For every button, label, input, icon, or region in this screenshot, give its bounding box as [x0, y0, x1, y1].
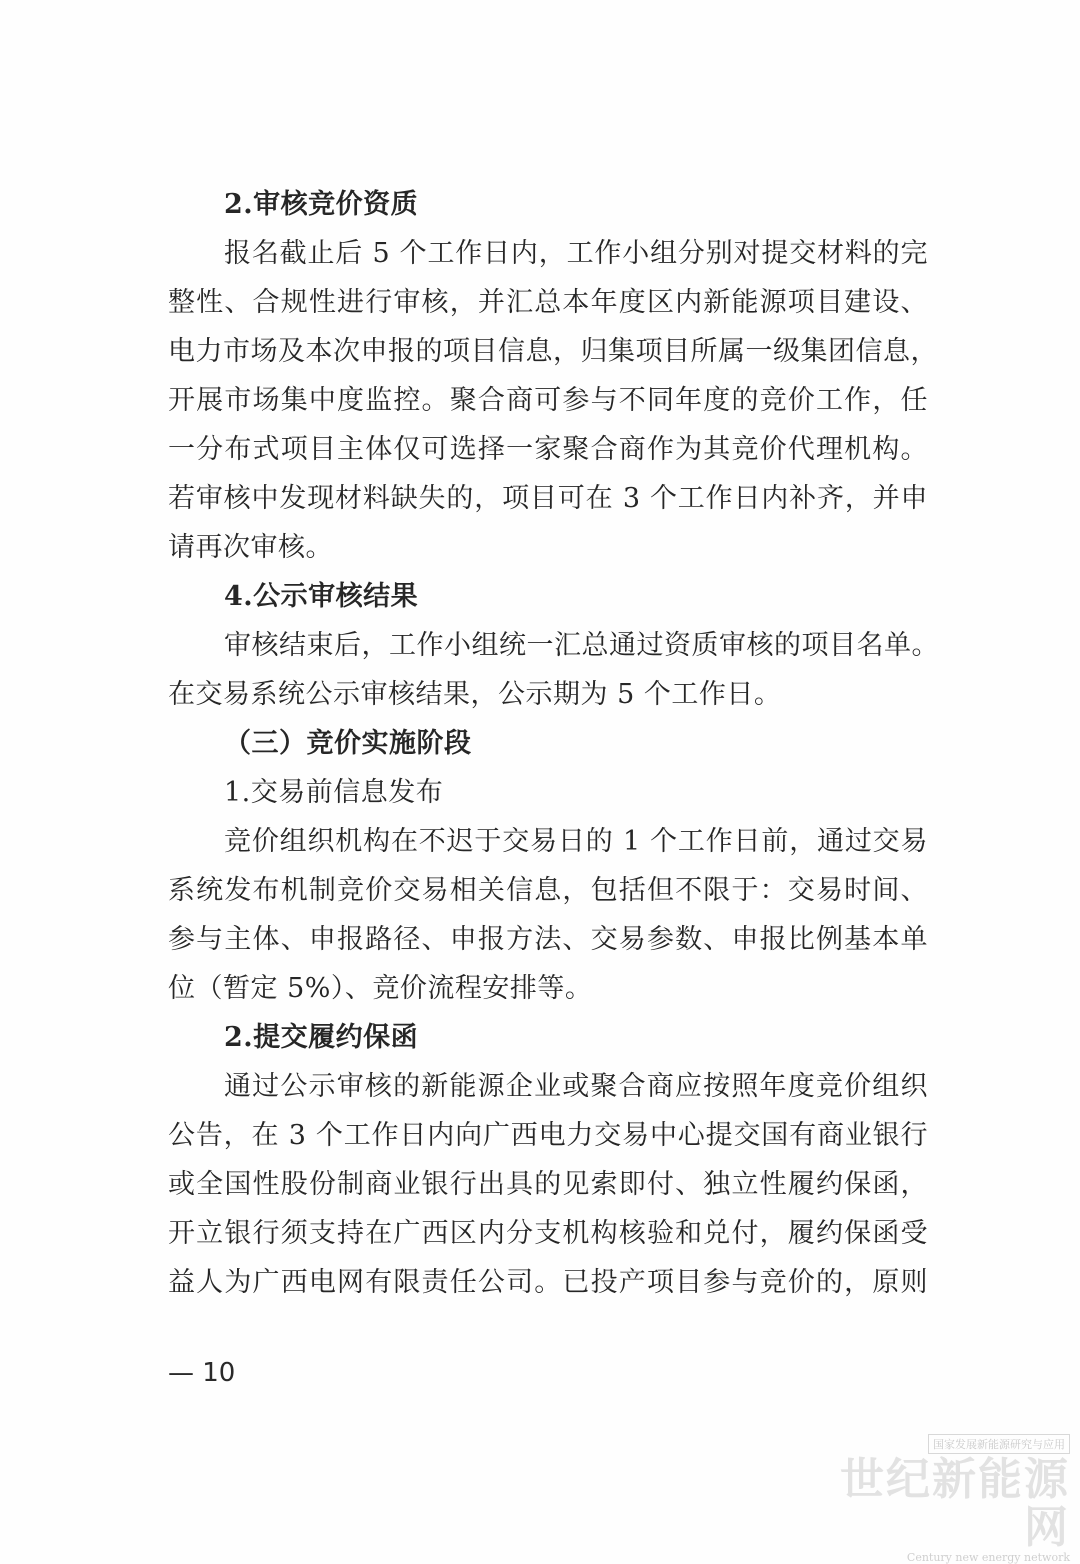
document-body — [168, 180, 939, 1307]
paragraph-line: 益人为广西电网有限责任公司。已投产项目参与竞价的，原则 — [168, 1267, 928, 1298]
watermark-logo — [840, 1433, 1070, 1564]
paragraph-line: 位（暂定 5%）、竞价流程安排等。 — [168, 973, 593, 1004]
paragraph-line: 竞价组织机构在不迟于交易日的 1 个工作日前，通过交易 — [224, 826, 928, 857]
watermark-main-text: 世纪新能源网 — [840, 1454, 1070, 1553]
watermark-sub-text: Century new energy network — [906, 1551, 1070, 1564]
section-heading-review: 2.审核竞价资质 — [224, 189, 419, 220]
paragraph-line: 电力市场及本次申报的项目信息，归集项目所属一级集团信息， — [168, 336, 938, 367]
paragraph-line: 开立银行须支持在广西区内分支机构核验和兑付，履约保函受 — [168, 1218, 928, 1249]
stage-heading: （三）竞价实施阶段 — [224, 728, 472, 759]
paragraph-line: 开展市场集中度监控。聚合商可参与不同年度的竞价工作，任 — [168, 385, 928, 416]
paragraph-line: 整性、合规性进行审核，并汇总本年度区内新能源项目建设、 — [168, 287, 928, 318]
page-number: — 10 — [168, 1358, 236, 1388]
paragraph-line: 通过公示审核的新能源企业或聚合商应按照年度竞价组织 — [224, 1071, 928, 1102]
paragraph-line: 公告，在 3 个工作日内向广西电力交易中心提交国有商业银行 — [168, 1120, 928, 1151]
paragraph-line: 一分布式项目主体仅可选择一家聚合商作为其竞价代理机构。 — [168, 434, 928, 465]
paragraph-line: 参与主体、申报路径、申报方法、交易参数、申报比例基本单 — [168, 924, 928, 955]
section-heading-guarantee: 2.提交履约保函 — [224, 1022, 419, 1053]
paragraph-line: 报名截止后 5 个工作日内，工作小组分别对提交材料的完 — [224, 238, 928, 269]
watermark-top-text: 国家发展新能源研究与应用 — [928, 1434, 1070, 1454]
paragraph-line: 审核结束后，工作小组统一汇总通过资质审核的项目名单。 — [224, 630, 939, 661]
paragraph-line: 若审核中发现材料缺失的，项目可在 3 个工作日内补齐，并申 — [168, 483, 928, 514]
section-heading-publish: 4.公示审核结果 — [224, 581, 419, 612]
paragraph-line: 请再次审核。 — [168, 532, 333, 563]
paragraph-line: 或全国性股份制商业银行出具的见索即付、独立性履约保函， — [168, 1169, 928, 1200]
section-heading-info: 1.交易前信息发布 — [224, 777, 444, 808]
paragraph-line: 在交易系统公示审核结果，公示期为 5 个工作日。 — [168, 679, 782, 710]
paragraph-line: 系统发布机制竞价交易相关信息，包括但不限于：交易时间、 — [168, 875, 928, 906]
